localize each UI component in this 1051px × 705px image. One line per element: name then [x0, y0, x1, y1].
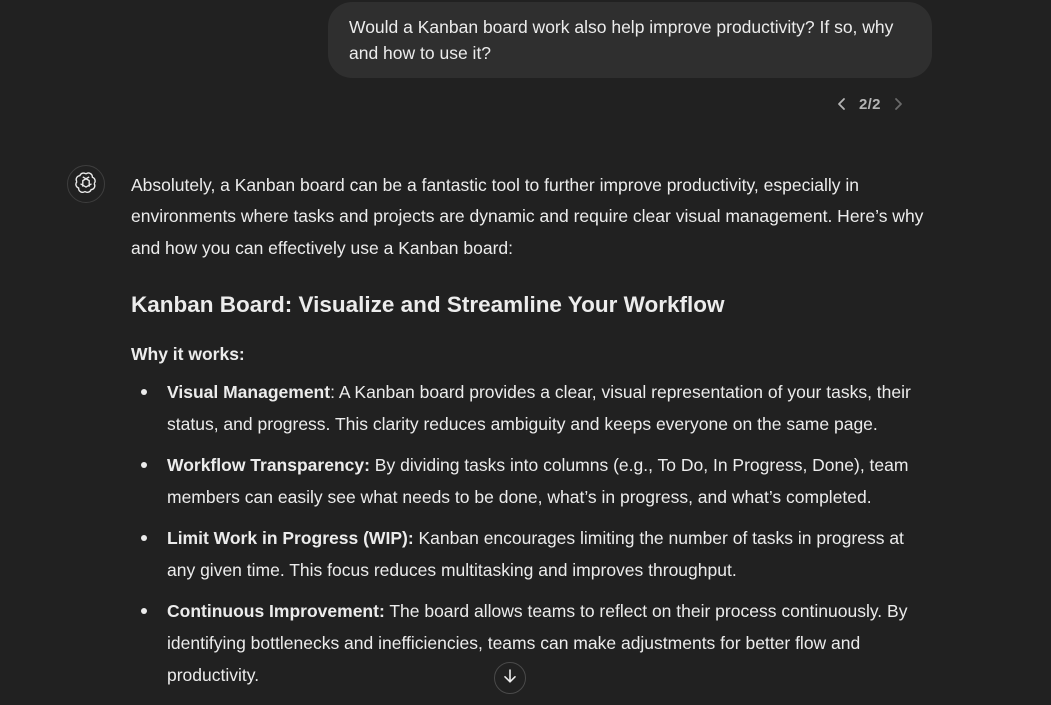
assistant-message: [131, 170, 931, 685]
assistant-heading: Kanban Board: Visualize and Streamline Your Workflow: [131, 292, 725, 317]
bullet-title: Workflow Transparency:: [167, 455, 370, 475]
bullet-dot: [141, 608, 147, 614]
chevron-left-icon[interactable]: [832, 94, 852, 114]
openai-logo-icon: [75, 171, 97, 198]
bullet-title: Visual Management: [167, 382, 331, 402]
chevron-right-icon[interactable]: [888, 94, 908, 114]
arrow-down-icon: [502, 668, 518, 689]
pagination-count: 2/2: [859, 95, 881, 113]
list-item: [131, 522, 931, 586]
bullet-title: Limit Work in Progress (WIP):: [167, 528, 414, 548]
bullet-dot: [141, 462, 147, 468]
bullet-text: Kanban encourages limiting the number of tasks in progress at any given time. This focus reduces multitasking and improves throughput.: [167, 528, 904, 580]
bullet-text: The board allows teams to reflect on their process continuously. By identifying bottlenecks and inefficiencies, teams can make adjustments for better flow and productivity.: [167, 601, 908, 685]
user-message-bubble: [328, 2, 932, 78]
bullet-dot: [141, 535, 147, 541]
assistant-subheading: Why it works:: [131, 344, 245, 364]
response-pagination: [832, 92, 908, 116]
assistant-intro: Absolutely, a Kanban board can be a fantastic tool to further improve productivity, especially in environments where tasks and projects are dynamic and require clear visual management. Here’s why and how you can effectively use a Kanban board:: [131, 175, 924, 258]
bullet-title: Continuous Improvement:: [167, 601, 385, 621]
bullet-text: By dividing tasks into columns (e.g., To Do, In Progress, Done), team members can easily see what needs to be done, what’s in progress, and what’s completed.: [167, 455, 909, 507]
list-item: [131, 376, 931, 440]
list-item: [131, 595, 931, 691]
scroll-to-bottom-button[interactable]: [494, 662, 526, 694]
bullet-dot: [141, 389, 147, 395]
user-message-text: Would a Kanban board work also help improve productivity? If so, why and how to use it?: [349, 17, 894, 63]
bullet-text: A Kanban board provides a clear, visual representation of your tasks, their status, and progress. This clarity reduces ambiguity and keeps everyone on the same page.: [167, 382, 911, 434]
bullet-list: [131, 376, 931, 700]
list-item: [131, 449, 931, 513]
bullet-sep: :: [330, 382, 335, 402]
assistant-avatar: [67, 165, 105, 203]
